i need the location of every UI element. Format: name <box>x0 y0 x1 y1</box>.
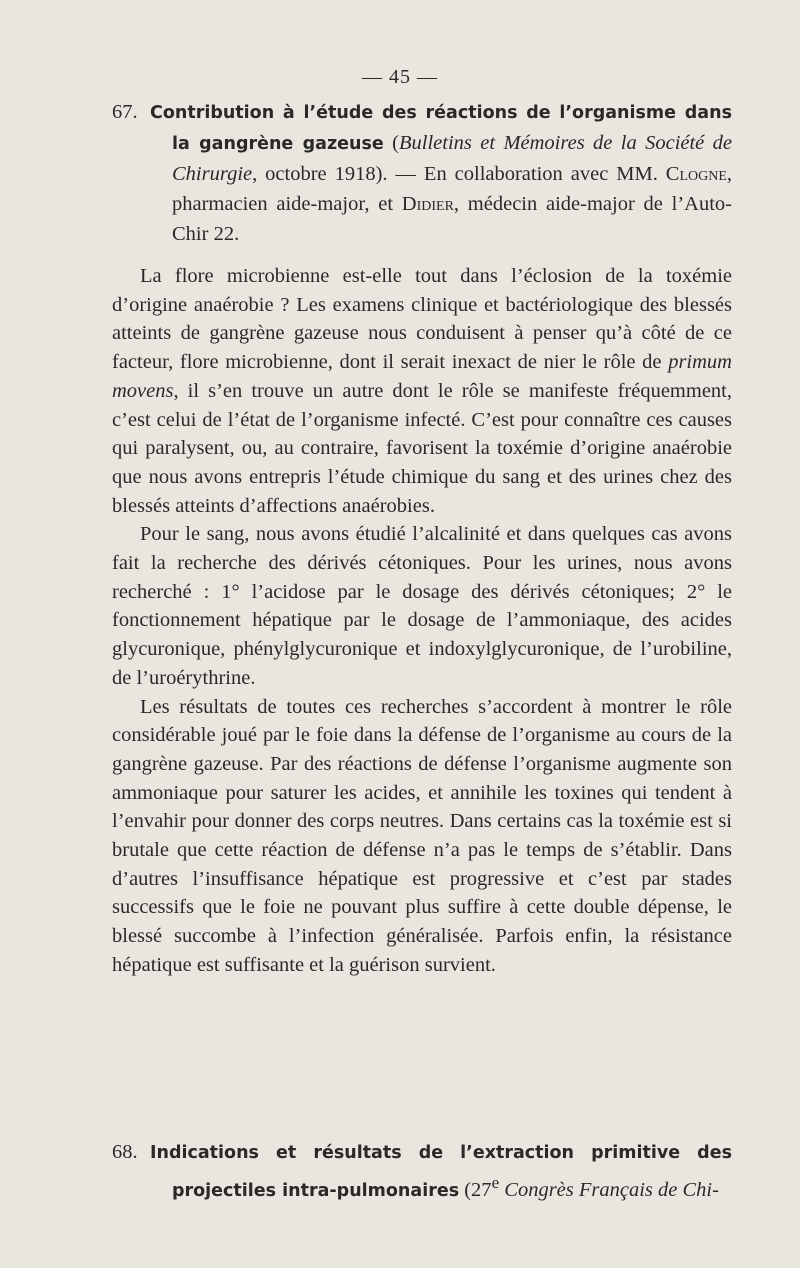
paragraph-1-part-b: , il s’en trouve un autre dont le rôle se manifeste fréquemment, c’est celui de l’état de l’organisme infecté. C’est pour connaître ces causes qui paralysent, ou, au contraire, favorisent la toxémie d’origine anaérobie que nous avons entrepris l’étude chimique du sang et des urines chez des blessés atteints d’affections anaérobies. <box>112 379 732 517</box>
entry-67-ref-open: ( <box>383 132 400 154</box>
entry-68-ref-superscript: e <box>491 1173 500 1192</box>
paragraph-3: Les résultats de toutes ces recherches s’accordent à montrer le rôle considérable joué par le foie dans la défense de l’organisme au cours de la gangrène gazeuse. Par des réactions de défense l’organisme augmente son ammoniaque pour saturer les acides, et annihile les toxines qui tendent à l’envahir pour donner des corps neutres. Dans certains cas la toxémie est si brutale que cette réaction de défense n’a pas le temps de s’établir. Dans d’autres l’insuffisance hépatique est progressive et c’est par stades successifs que le foie ne pouvant plus suffire à cette double dépense, le blessé succombe à l’infection généralisée. Parfois enfin, la résistance hépatique est suffisante et la guérison survient. <box>112 695 732 976</box>
entry-67-ref-rest: , octobre 1918). — En collaboration avec MM. <box>252 163 666 185</box>
entry-68-title: Indications et résultats de l’extraction primitive des projectiles intra-pulmonaires <box>150 1143 732 1201</box>
paragraph-1 <box>112 262 732 520</box>
entry-68 <box>112 1137 732 1206</box>
entry-68-heading <box>112 1137 732 1206</box>
entry-68-number: 68. <box>112 1141 138 1163</box>
entry-68-journal: Congrès Français de Chi- <box>499 1178 719 1201</box>
entry-67-journal: Bulletins et Mémoires de la Société de Chirurgie <box>172 132 733 185</box>
entry-67-author-clogne-role: , pharmacien aide-major, et <box>172 163 732 215</box>
paragraph-1-part-a: La flore microbienne est-elle tout dans l’éclosion de la toxémie d’origine anaérobie ? Les examens clinique et bactériologique des blessés atteints de gangrène gazeuse nous conduisent à penser qu’à côté de ce facteur, flore microbienne, dont il serait inexact de nier le rôle de <box>112 265 732 374</box>
entry-67-heading <box>112 97 732 249</box>
entry-67-title: Contribution à l’étude des réactions de l’organisme dans la gangrène gazeuse <box>150 103 732 154</box>
entry-67-body <box>112 262 732 980</box>
entry-67-author-didier: Didier <box>401 193 454 215</box>
entry-68-ref-open: (27 <box>459 1178 492 1201</box>
entry-67 <box>112 97 732 249</box>
paragraph-1-italic: primum movens <box>112 351 732 402</box>
paragraph-2: Pour le sang, nous avons étudié l’alcalinité et dans quelques cas avons fait la recherche des dérivés cétoniques. Pour les urines, nous avons recherché : 1° l’acidose par le dosage des dérivés cétoniques; 2° le fonctionnement hépatique par le dosage de l’ammoniaque, des acides glycuronique, phénylglycuronique et indoxylglycuronique, de l’urobiline, de l’uroérythrine. <box>112 523 732 689</box>
entry-67-author-clogne: Clogne <box>665 163 727 185</box>
entry-67-number: 67. <box>112 101 138 123</box>
entry-67-author-didier-role: , médecin aide-major de l’Auto-Chir 22. <box>172 193 732 245</box>
page-number: — 45 — <box>362 66 438 88</box>
